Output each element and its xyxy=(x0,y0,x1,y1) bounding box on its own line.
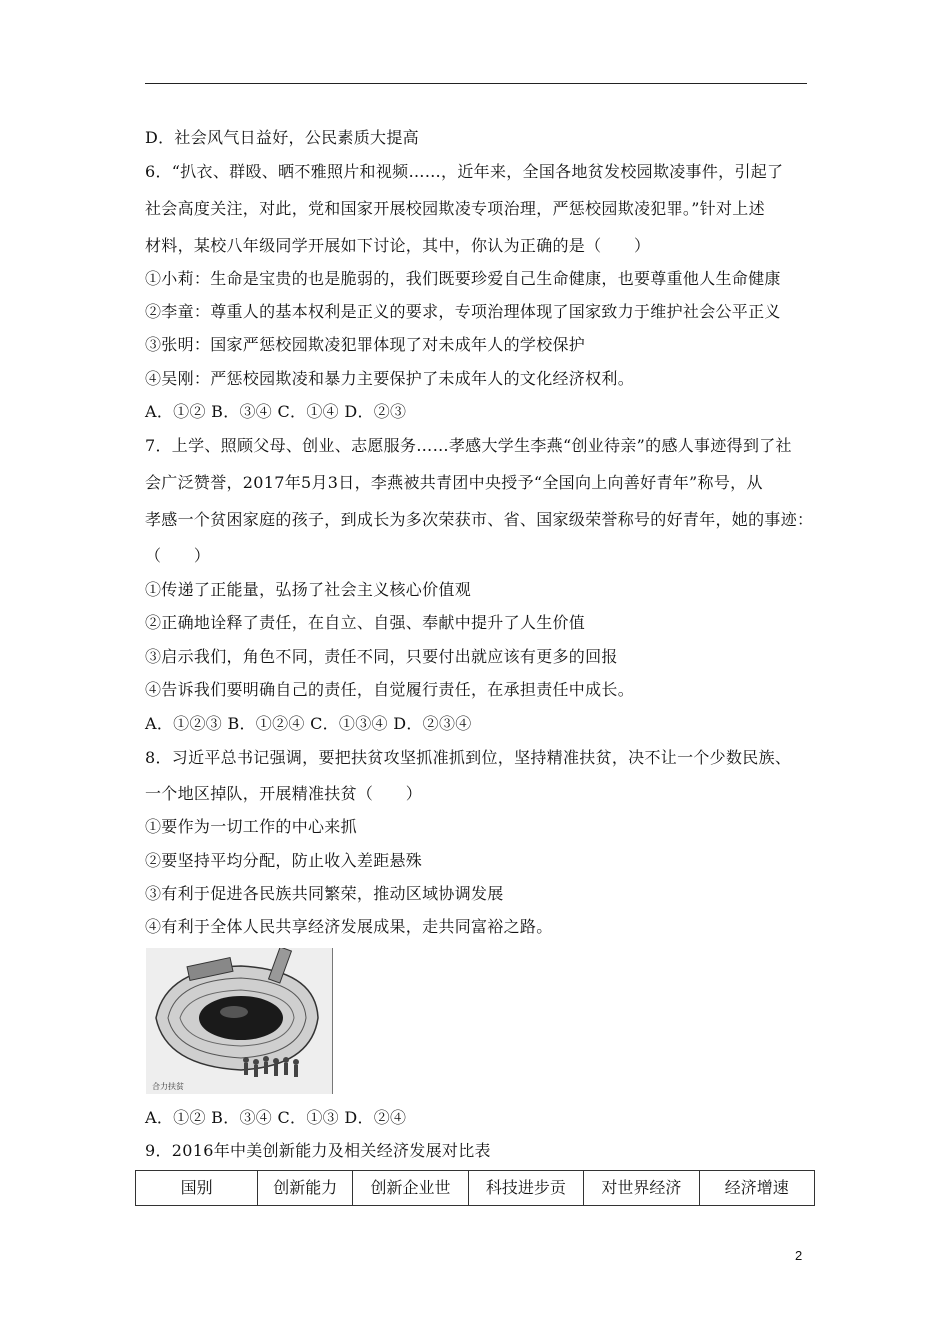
q6-statement-2: ②李童：尊重人的基本权利是正义的要求，专项治理体现了国家致力于维护社会公平正义 xyxy=(145,302,781,321)
q6-options: A．①② B．③④ C．①④ D．②③ xyxy=(145,402,407,421)
q8-statement-1: ①要作为一切工作的中心来抓 xyxy=(145,817,357,836)
page-number: 2 xyxy=(795,1248,803,1263)
comparison-table xyxy=(135,1170,815,1206)
q7-statement-3: ③启示我们，角色不同，责任不同，只要付出就应该有更多的回报 xyxy=(145,647,618,666)
table-header-cell: 经济增速 xyxy=(699,1171,814,1206)
cartoon-caption: 合力扶贫 xyxy=(152,1082,184,1091)
q8-statement-3: ③有利于促进各民族共同繁荣，推动区域协调发展 xyxy=(145,884,504,903)
option-d-q5: D．社会风气日益好，公民素质大提高 xyxy=(145,128,419,147)
question-6-line-2: 社会高度关注，对此，党和国家开展校园欺凌专项治理，严惩校园欺凌犯罪。”针对上述 xyxy=(145,199,765,218)
question-7-line-2: 会广泛赞誉，2017年5月3日，李燕被共青团中央授予“全国向上向善好青年”称号，从 xyxy=(145,473,763,492)
table-header-cell: 创新能力 xyxy=(258,1171,353,1206)
q7-options: A．①②③ B．①②④ C．①③④ D．②③④ xyxy=(145,714,472,733)
cartoon-drawing xyxy=(146,948,332,1094)
question-7-line-3: 孝感一个贫困家庭的孩子，到成长为多次荣获市、省、国家级荣誉称号的好青年，她的事迹： xyxy=(145,510,814,529)
q7-statement-1: ①传递了正能量，弘扬了社会主义核心价值观 xyxy=(145,580,472,599)
table-header-cell: 国别 xyxy=(136,1171,258,1206)
header-rule xyxy=(145,83,807,84)
table-header-cell: 对世界经济 xyxy=(584,1171,699,1206)
question-7-line-1: 7．上学、照顾父母、创业、志愿服务……孝感大学生李燕“创业待亲”的感人事迹得到了社 xyxy=(145,436,792,455)
q7-statement-4: ④告诉我们要明确自己的责任，自觉履行责任，在承担责任中成长。 xyxy=(145,680,635,699)
question-6-line-3: 材料，某校八年级同学开展如下讨论，其中，你认为正确的是（ ） xyxy=(145,236,651,255)
question-9-title: 9．2016年中美创新能力及相关经济发展对比表 xyxy=(145,1141,491,1160)
q6-statement-1: ①小莉：生命是宝贵的也是脆弱的，我们既要珍爱自己生命健康，也要尊重他人生命健康 xyxy=(145,269,781,288)
poverty-cartoon-image xyxy=(146,948,333,1094)
q8-options: A．①② B．③④ C．①③ D．②④ xyxy=(145,1108,407,1127)
table-header-cell: 创新企业世 xyxy=(353,1171,468,1206)
q6-statement-3: ③张明：国家严惩校园欺凌犯罪体现了对未成年人的学校保护 xyxy=(145,335,586,354)
question-7-line-4: （ ） xyxy=(145,546,211,565)
question-6-line-1: 6．“扒衣、群殴、晒不雅照片和视频……，近年来，全国各地贫发校园欺凌事件，引起了 xyxy=(145,162,784,181)
question-8-line-1: 8．习近平总书记强调，要把扶贫攻坚抓准抓到位，坚持精准扶贫，决不让一个少数民族、 xyxy=(145,748,792,767)
table-header-cell: 科技进步贡 xyxy=(468,1171,583,1206)
q6-statement-4: ④吴刚：严惩校园欺凌和暴力主要保护了未成年人的文化经济权利。 xyxy=(145,369,635,388)
q8-statement-4: ④有利于全体人民共享经济发展成果，走共同富裕之路。 xyxy=(145,917,553,936)
q8-statement-2: ②要坚持平均分配，防止收入差距悬殊 xyxy=(145,851,423,870)
q7-statement-2: ②正确地诠释了责任，在自立、自强、奉献中提升了人生价值 xyxy=(145,613,586,632)
question-8-line-2: 一个地区掉队，开展精准扶贫（ ） xyxy=(145,784,423,803)
table-header-row xyxy=(136,1171,815,1206)
